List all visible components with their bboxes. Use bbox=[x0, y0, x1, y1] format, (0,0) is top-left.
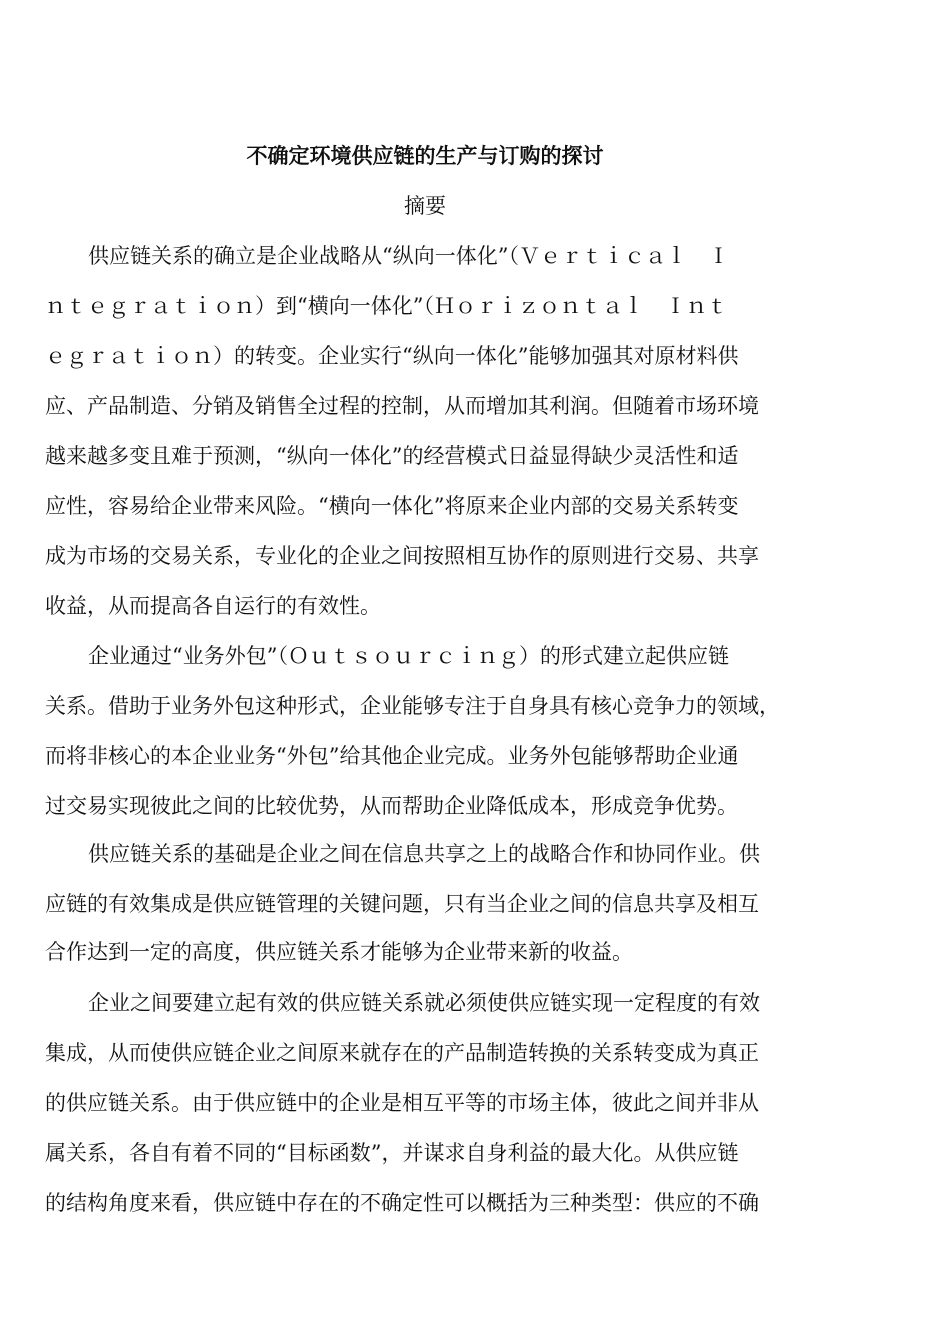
text-line: 应性，容易给企业带来风险。“横向一体化”将原来企业内部的交易关系转变 bbox=[45, 494, 739, 518]
text-line: 的结构角度来看，供应链中存在的不确定性可以概括为三种类型：供应的不确 bbox=[45, 1191, 759, 1215]
abstract-heading: 摘要 bbox=[404, 194, 446, 218]
text-line: 越来越多变且难于预测，“纵向一体化”的经营模式日益显得缺少灵活性和适 bbox=[45, 444, 739, 468]
text-line: 企业通过“业务外包”（Ｏｕｔｓｏｕｒｃｉｎｇ）的形式建立起供应链 bbox=[88, 644, 729, 668]
text-line: 关系。借助于业务外包这种形式，企业能够专注于自身具有核心竞争力的领域， bbox=[45, 694, 780, 718]
text-line: 应、产品制造、分销及销售全过程的控制，从而增加其利润。但随着市场环境 bbox=[45, 394, 759, 418]
text-line: ｎｔｅｇｒａｔｉｏｎ）到“横向一体化”（Ｈｏｒｉｚｏｎｔａｌ Ｉｎｔ bbox=[45, 294, 728, 318]
text-line: 的供应链关系。由于供应链中的企业是相互平等的市场主体，彼此之间并非从 bbox=[45, 1091, 759, 1115]
text-line: 企业之间要建立起有效的供应链关系就必须使供应链实现一定程度的有效 bbox=[88, 991, 760, 1015]
text-line: 供应链关系的基础是企业之间在信息共享之上的战略合作和协同作业。供 bbox=[88, 842, 760, 866]
text-line: 属关系，各自有着不同的“目标函数”，并谋求自身利益的最大化。从供应链 bbox=[45, 1141, 739, 1165]
text-line: ｅｇｒａｔｉｏｎ）的转变。企业实行“纵向一体化”能够加强其对原材料供 bbox=[45, 344, 739, 368]
text-line: 集成，从而使供应链企业之间原来就存在的产品制造转换的关系转变成为真正 bbox=[45, 1041, 759, 1065]
text-line: 供应链关系的确立是企业战略从“纵向一体化”（Ｖｅｒｔｉｃａｌ Ｉ bbox=[88, 244, 729, 268]
text-line: 合作达到一定的高度，供应链关系才能够为企业带来新的收益。 bbox=[45, 940, 633, 964]
document-title: 不确定环境供应链的生产与订购的探讨 bbox=[246, 144, 604, 168]
text-line: 收益，从而提高各自运行的有效性。 bbox=[45, 594, 381, 618]
text-line: 应链的有效集成是供应链管理的关键问题，只有当企业之间的信息共享及相互 bbox=[45, 892, 759, 916]
text-line: 过交易实现彼此之间的比较优势，从而帮助企业降低成本，形成竞争优势。 bbox=[45, 794, 738, 818]
text-line: 成为市场的交易关系，专业化的企业之间按照相互协作的原则进行交易、共享 bbox=[45, 544, 759, 568]
text-line: 而将非核心的本企业业务“外包”给其他企业完成。业务外包能够帮助企业通 bbox=[45, 744, 739, 768]
